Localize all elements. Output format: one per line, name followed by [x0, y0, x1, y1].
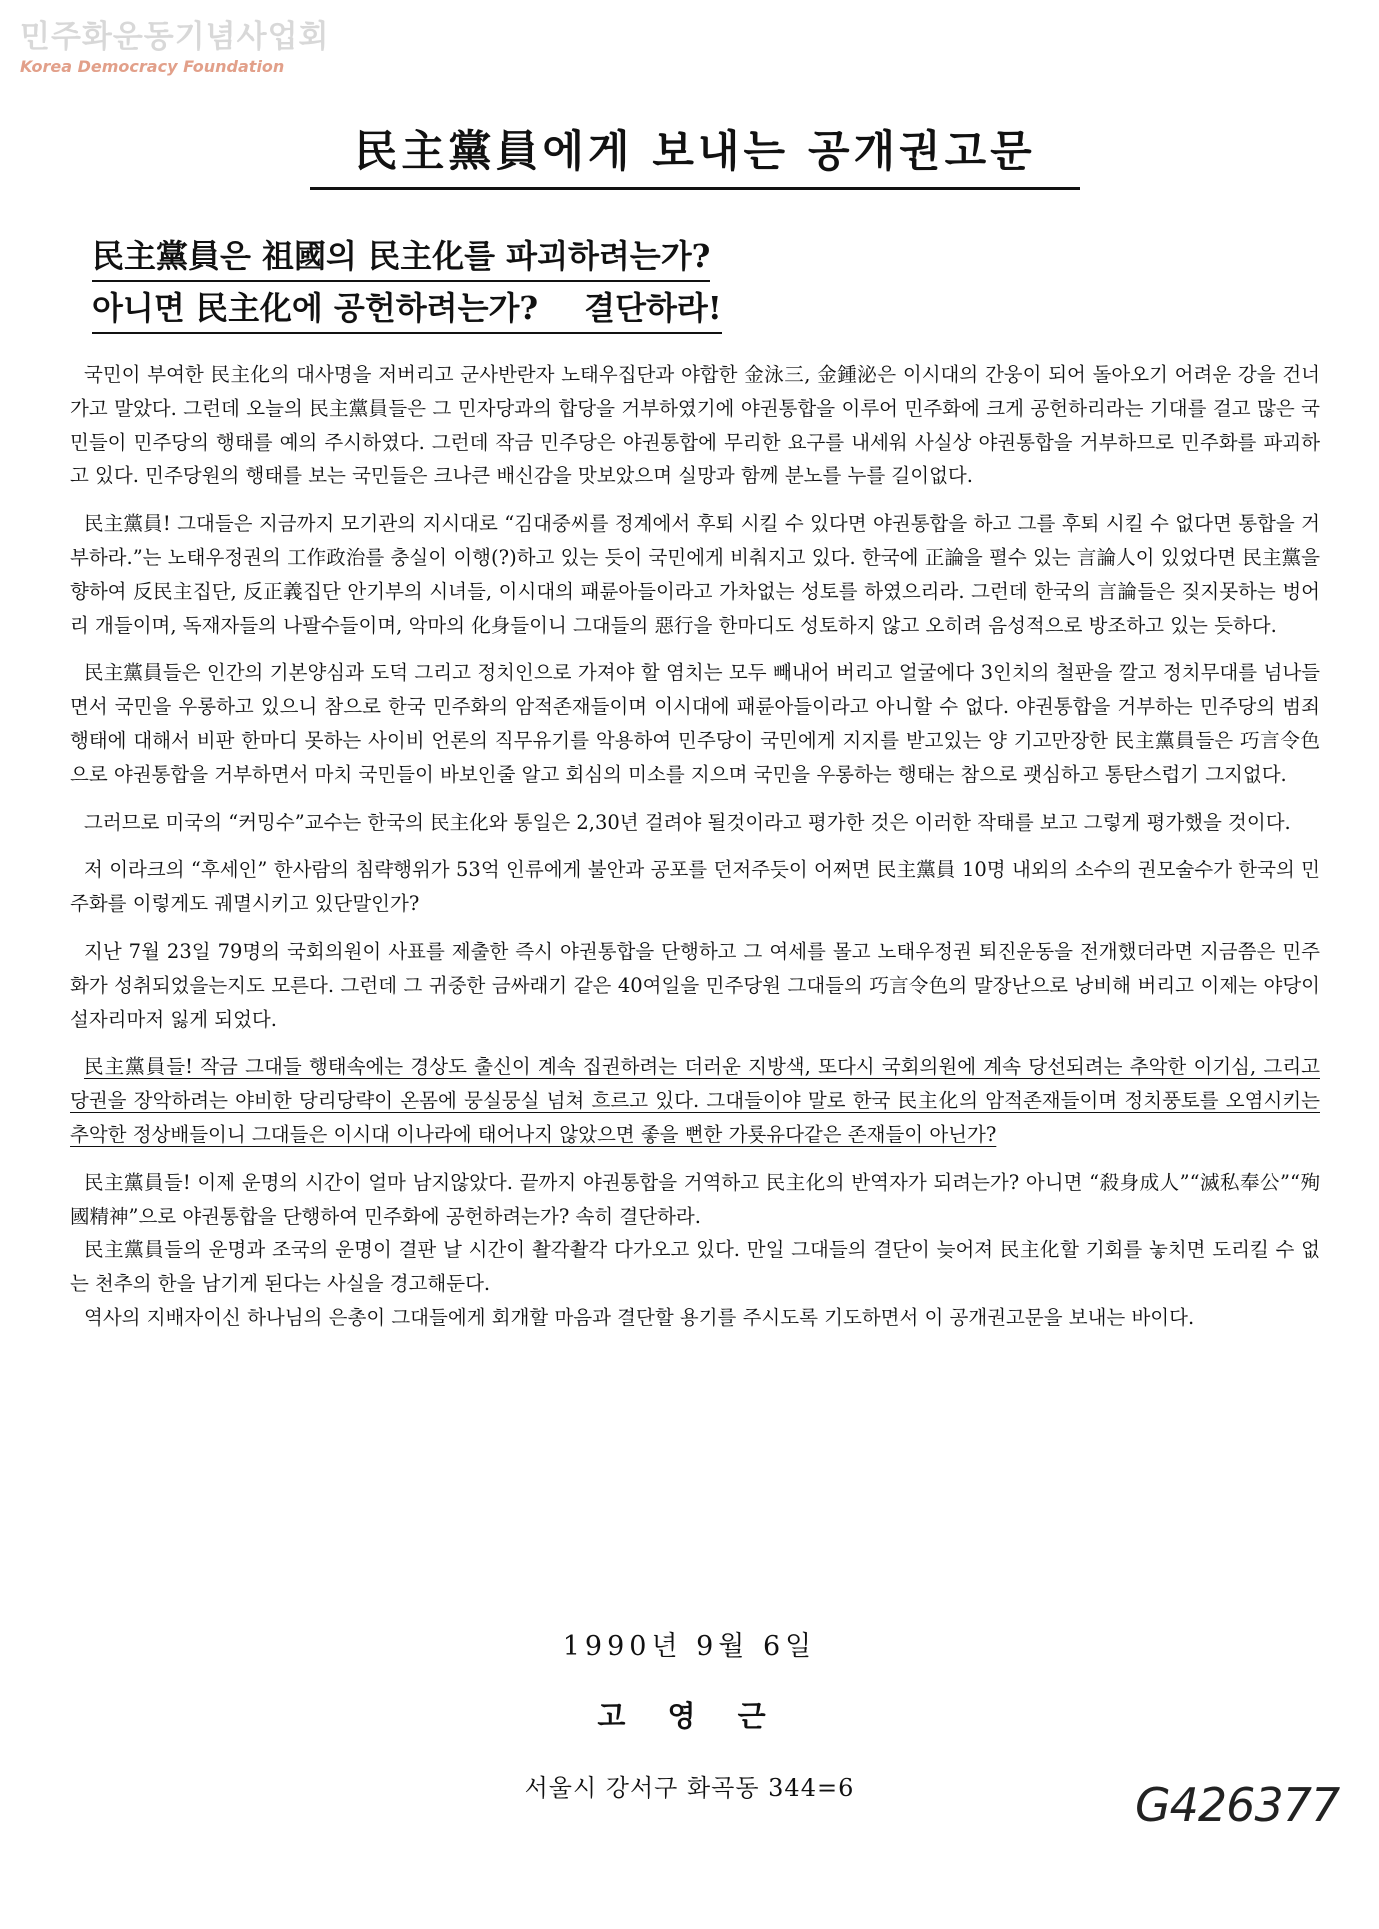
- letter-body: [70, 358, 1320, 1335]
- subtitle-line-1-text: 民主黨員은 祖國의 民主化를 파괴하려는가?: [92, 237, 711, 275]
- subtitle-line-2-question: 아니면 民主化에 공헌하려는가?: [92, 289, 539, 327]
- watermark-org-korean: 민주화운동기념사업회: [20, 19, 330, 55]
- paragraph-7-underlined: [70, 1050, 1320, 1151]
- handwritten-document-number: G426377: [1135, 1778, 1340, 1832]
- paragraph-5: 저 이라크의 “후세인” 한사람의 침략행위가 53억 인류에게 불안과 공포를 던저주듯이 어쩌면 民主黨員 10명 내외의 소수의 권모술수가 한국의 민주화를 이렇게도 궤멸시키고 있단말인가?: [70, 858, 1320, 916]
- paragraph-4: 그러므로 미국의 “커밍수”교수는 한국의 民主化와 통일은 2,30년 걸려야 될것이라고 평가한 것은 이러한 작태를 보고 그렇게 평가했을 것이다.: [84, 810, 1291, 834]
- subtitle-line-2-exhortation: 결단하라!: [584, 289, 722, 327]
- subtitle-line-1: [92, 232, 710, 282]
- paragraph-6: 지난 7월 23일 79명의 국회의원이 사표를 제출한 즉시 야권통합을 단행하고 그 여세를 몰고 노태우정권 퇴진운동을 전개했더라면 지금쯤은 민주화가 성취되었을는지도 모른다. 그런데 그 귀중한 금싸래기 같은 40여일을 민주당원 그대들의 巧言令色의 말장난으로 낭비해 버리고 이제는 야당이 설자리마저 잃게 되었다.: [70, 939, 1320, 1031]
- paragraph-2: 民主黨員! 그대들은 지금까지 모기관의 지시대로 “김대중씨를 정계에서 후퇴 시킬 수 있다면 야권통합을 하고 그를 후퇴 시킬 수 없다면 통합을 거부하라.”는 노태우정권의 工作政治를 충실이 이행(?)하고 있는 듯이 국민에게 비춰지고 있다. 한국에 正論을 펼수 있는 言論人이 있었다면 民主黨을 향하여 反民主집단, 反正義집단 안기부의 시녀들, 이시대의 패륜아들이라고 가차없는 성토를 하였으리라. 그런데 한국의 言論들은 짖지못하는 벙어리 개들이며, 독재자들의 나팔수들이며, 악마의 化身들이니 그대들의 惡行을 한마디도 성토하지 않고 오히려 음성적으로 방조하고 있는 듯하다.: [70, 512, 1320, 637]
- letter-date: 1990년 9월 6일: [562, 1631, 817, 1662]
- paragraph-1: 국민이 부여한 民主化의 대사명을 저버리고 군사반란자 노태우집단과 야합한 金泳三, 金鍾泌은 이시대의 간웅이 되어 돌아오기 어려운 강을 건너가고 말았다. 그런데 오늘의 民主黨員들은 그 민자당과의 합당을 거부하였기에 야권통합을 이루어 민주화에 크게 공헌하리라는 기대를 걸고 많은 국민들이 민주당의 행태를 예의 주시하였다. 그런데 작금 민주당은 야권통합에 무리한 요구를 내세워 사실상 야권통합을 거부하므로 민주화를 파괴하고 있다. 민주당원의 행태를 보는 국민들은 크나큰 배신감을 맛보았으며 실망과 함께 분노를 누를 길이없다.: [70, 363, 1320, 488]
- subtitle: [92, 232, 722, 336]
- document-title: 民主黨員에게 보내는 공개권고문: [310, 118, 1080, 190]
- paragraph-7-text: 民主黨員들! 작금 그대들 행태속에는 경상도 출신이 계속 집권하려는 더러운 지방색, 또다시 국회의원에 계속 당선되려는 추악한 이기심, 그리고 당권을 장악하려는 야비한 당리당략이 온몸에 뭉실뭉실 넘쳐 흐르고 있다. 그대들이야 말로 한국 民主化의 암적존재들이며 정치풍토를 오염시키는 추악한 정상배들이니 그대들은 이시대 이나라에 태어나지 않았으면 좋을 뻔한 가룟유다같은 존재들이 아닌가?: [70, 1055, 1320, 1146]
- paragraph-10: 역사의 지배자이신 하나님의 은총이 그대들에게 회개할 마음과 결단할 용기를 주시도록 기도하면서 이 공개권고문을 보내는 바이다.: [84, 1305, 1195, 1329]
- paragraph-9: 民主黨員들의 운명과 조국의 운명이 결판 날 시간이 촬각촬각 다가오고 있다. 만일 그대들의 결단이 늦어져 民主化할 기회를 놓치면 도리킬 수 없는 천추의 한을 남기게 된다는 사실을 경고해둔다.: [70, 1238, 1320, 1296]
- signer-address: 서울시 강서구 화곡동 344=6: [524, 1774, 855, 1802]
- subtitle-line-2: [92, 284, 722, 334]
- watermark-org-english: Korea Democracy Foundation: [20, 57, 285, 77]
- paragraph-8: 民主黨員들! 이제 운명의 시간이 얼마 남지않았다. 끝까지 야권통합을 거역하고 民主化의 반역자가 되려는가? 아니면 “殺身成人”“滅私奉公”“殉國精神”으로 야권통합을 단행하여 민주화에 공헌하려는가? 속히 결단하라.: [70, 1170, 1320, 1228]
- signer-name: 고 영 근: [597, 1699, 782, 1733]
- watermark-logo: [20, 20, 329, 76]
- paragraph-3: 民主黨員들은 인간의 기본양심과 도덕 그리고 정치인으로 가져야 할 염치는 모두 빼내어 버리고 얼굴에다 3인치의 철판을 깔고 정치무대를 넘나들면서 국민을 우롱하고 있으니 참으로 한국 민주화의 암적존재들이며 이시대에 패륜아들이라고 아니할 수 없다. 야권통합을 거부하는 민주당의 범죄행태에 대해서 비판 한마디 못하는 사이비 언론의 직무유기를 악용하여 민주당이 국민에게 지지를 받고있는 양 기고만장한 民主黨員들은 巧言令色으로 야권통합을 거부하면서 마치 국민들이 바보인줄 알고 회심의 미소를 지으며 국민을 우롱하는 행태는 참으로 괫심하고 통탄스럽기 그지없다.: [70, 661, 1320, 786]
